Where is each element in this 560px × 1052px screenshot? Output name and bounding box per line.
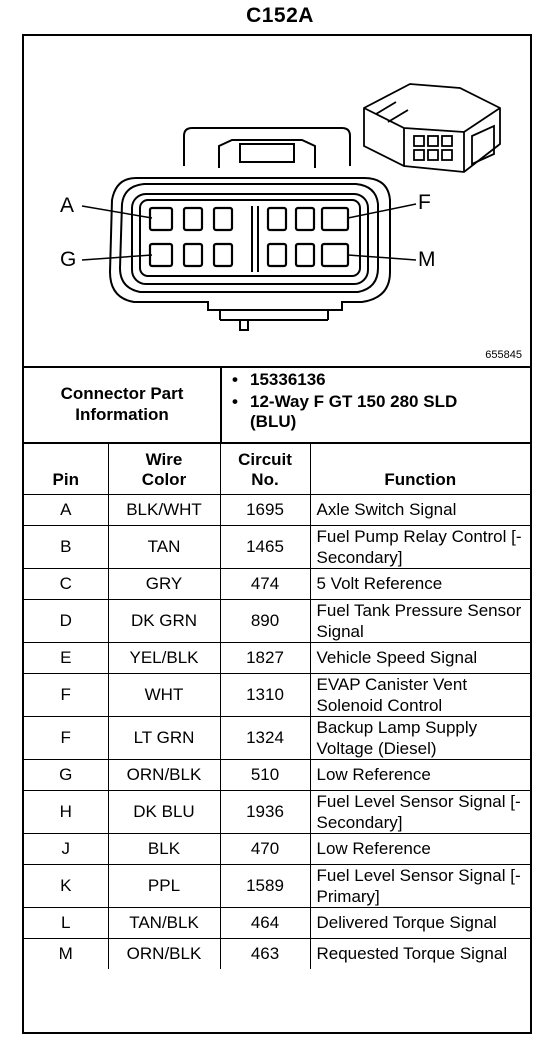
- function-cell: Low Reference: [310, 833, 530, 864]
- wire-color-cell: LT GRN: [108, 716, 220, 759]
- pin-cell: H: [24, 790, 108, 833]
- circuit-cell: 890: [220, 599, 310, 642]
- function-cell: EVAP Canister Vent Solenoid Control: [310, 673, 530, 716]
- header-wire-color: Wire Color: [108, 442, 220, 494]
- pin-cell: B: [24, 525, 108, 568]
- circuit-cell: 1310: [220, 673, 310, 716]
- pin-label-g: G: [60, 248, 77, 271]
- connector-diagram: [24, 36, 530, 368]
- function-cell: Fuel Pump Relay Control [- Secondary]: [310, 525, 530, 568]
- circuit-cell: 1936: [220, 790, 310, 833]
- connector-part-info: [24, 366, 530, 444]
- connector-iso-sketch: [364, 84, 500, 172]
- leader-line-m: [348, 255, 416, 260]
- wire-color-cell: GRY: [108, 568, 220, 599]
- table-row: [24, 673, 530, 716]
- connector-sheet: [22, 34, 532, 1034]
- latch-outline: [184, 128, 350, 166]
- header-pin: Pin: [24, 442, 108, 494]
- header-circuit: Circuit No.: [220, 442, 310, 494]
- figure-id: 655845: [485, 349, 522, 361]
- wire-color-cell: WHT: [108, 673, 220, 716]
- table-row: [24, 525, 530, 568]
- table-row: [24, 938, 530, 969]
- wire-color-cell: TAN/BLK: [108, 907, 220, 938]
- pinout-table: [24, 442, 530, 969]
- function-cell: 5 Volt Reference: [310, 568, 530, 599]
- leader-line-a: [82, 206, 152, 218]
- pin-cell: E: [24, 642, 108, 673]
- header-function: Function: [310, 442, 530, 494]
- function-cell: Fuel Level Sensor Signal [- Secondary]: [310, 790, 530, 833]
- pin-cell: M: [24, 938, 108, 969]
- wire-color-cell: TAN: [108, 525, 220, 568]
- connector-info-item: • 12-Way F GT 150 280 SLD (BLU): [232, 392, 458, 431]
- wire-color-cell: DK GRN: [108, 599, 220, 642]
- circuit-cell: 1589: [220, 864, 310, 907]
- pin-cell: K: [24, 864, 108, 907]
- circuit-cell: 474: [220, 568, 310, 599]
- table-row: [24, 907, 530, 938]
- pin-cell: J: [24, 833, 108, 864]
- connector-info-item: • 15336136: [232, 370, 326, 389]
- wire-color-cell: YEL/BLK: [108, 642, 220, 673]
- table-row: [24, 642, 530, 673]
- leader-line-f: [348, 204, 416, 218]
- circuit-cell: 1695: [220, 494, 310, 525]
- function-cell: Delivered Torque Signal: [310, 907, 530, 938]
- pin-cell: G: [24, 759, 108, 790]
- connector-info-list: [222, 366, 530, 436]
- wire-color-cell: ORN/BLK: [108, 759, 220, 790]
- pin-cell: A: [24, 494, 108, 525]
- circuit-cell: 470: [220, 833, 310, 864]
- wire-color-cell: PPL: [108, 864, 220, 907]
- function-cell: Backup Lamp Supply Voltage (Diesel): [310, 716, 530, 759]
- pin-label-m: M: [418, 248, 436, 271]
- table-row: [24, 494, 530, 525]
- circuit-cell: 1465: [220, 525, 310, 568]
- wire-color-cell: BLK: [108, 833, 220, 864]
- wire-color-cell: ORN/BLK: [108, 938, 220, 969]
- function-cell: Vehicle Speed Signal: [310, 642, 530, 673]
- table-row: [24, 759, 530, 790]
- pin-cell: C: [24, 568, 108, 599]
- function-cell: Requested Torque Signal: [310, 938, 530, 969]
- connector-title: C152A: [246, 4, 314, 27]
- wire-color-cell: BLK/WHT: [108, 494, 220, 525]
- circuit-cell: 464: [220, 907, 310, 938]
- pin-label-f: F: [418, 191, 431, 214]
- connector-face-drawing: [24, 36, 530, 366]
- pin-label-a: A: [60, 194, 75, 217]
- pin-cell: L: [24, 907, 108, 938]
- connector-info-label: Connector Part Information: [24, 366, 222, 442]
- table-row: [24, 790, 530, 833]
- leader-line-g: [82, 255, 152, 260]
- pin-cell: D: [24, 599, 108, 642]
- function-cell: Fuel Level Sensor Signal [- Primary]: [310, 864, 530, 907]
- table-row: [24, 833, 530, 864]
- table-row: [24, 568, 530, 599]
- circuit-cell: 1827: [220, 642, 310, 673]
- table-row: [24, 716, 530, 759]
- table-row: [24, 864, 530, 907]
- wire-color-cell: DK BLU: [108, 790, 220, 833]
- function-cell: Low Reference: [310, 759, 530, 790]
- circuit-cell: 510: [220, 759, 310, 790]
- circuit-cell: 1324: [220, 716, 310, 759]
- pin-cell: F: [24, 716, 108, 759]
- pin-cell: F: [24, 673, 108, 716]
- function-cell: Axle Switch Signal: [310, 494, 530, 525]
- table-row: [24, 599, 530, 642]
- function-cell: Fuel Tank Pressure Sensor Signal: [310, 599, 530, 642]
- circuit-cell: 463: [220, 938, 310, 969]
